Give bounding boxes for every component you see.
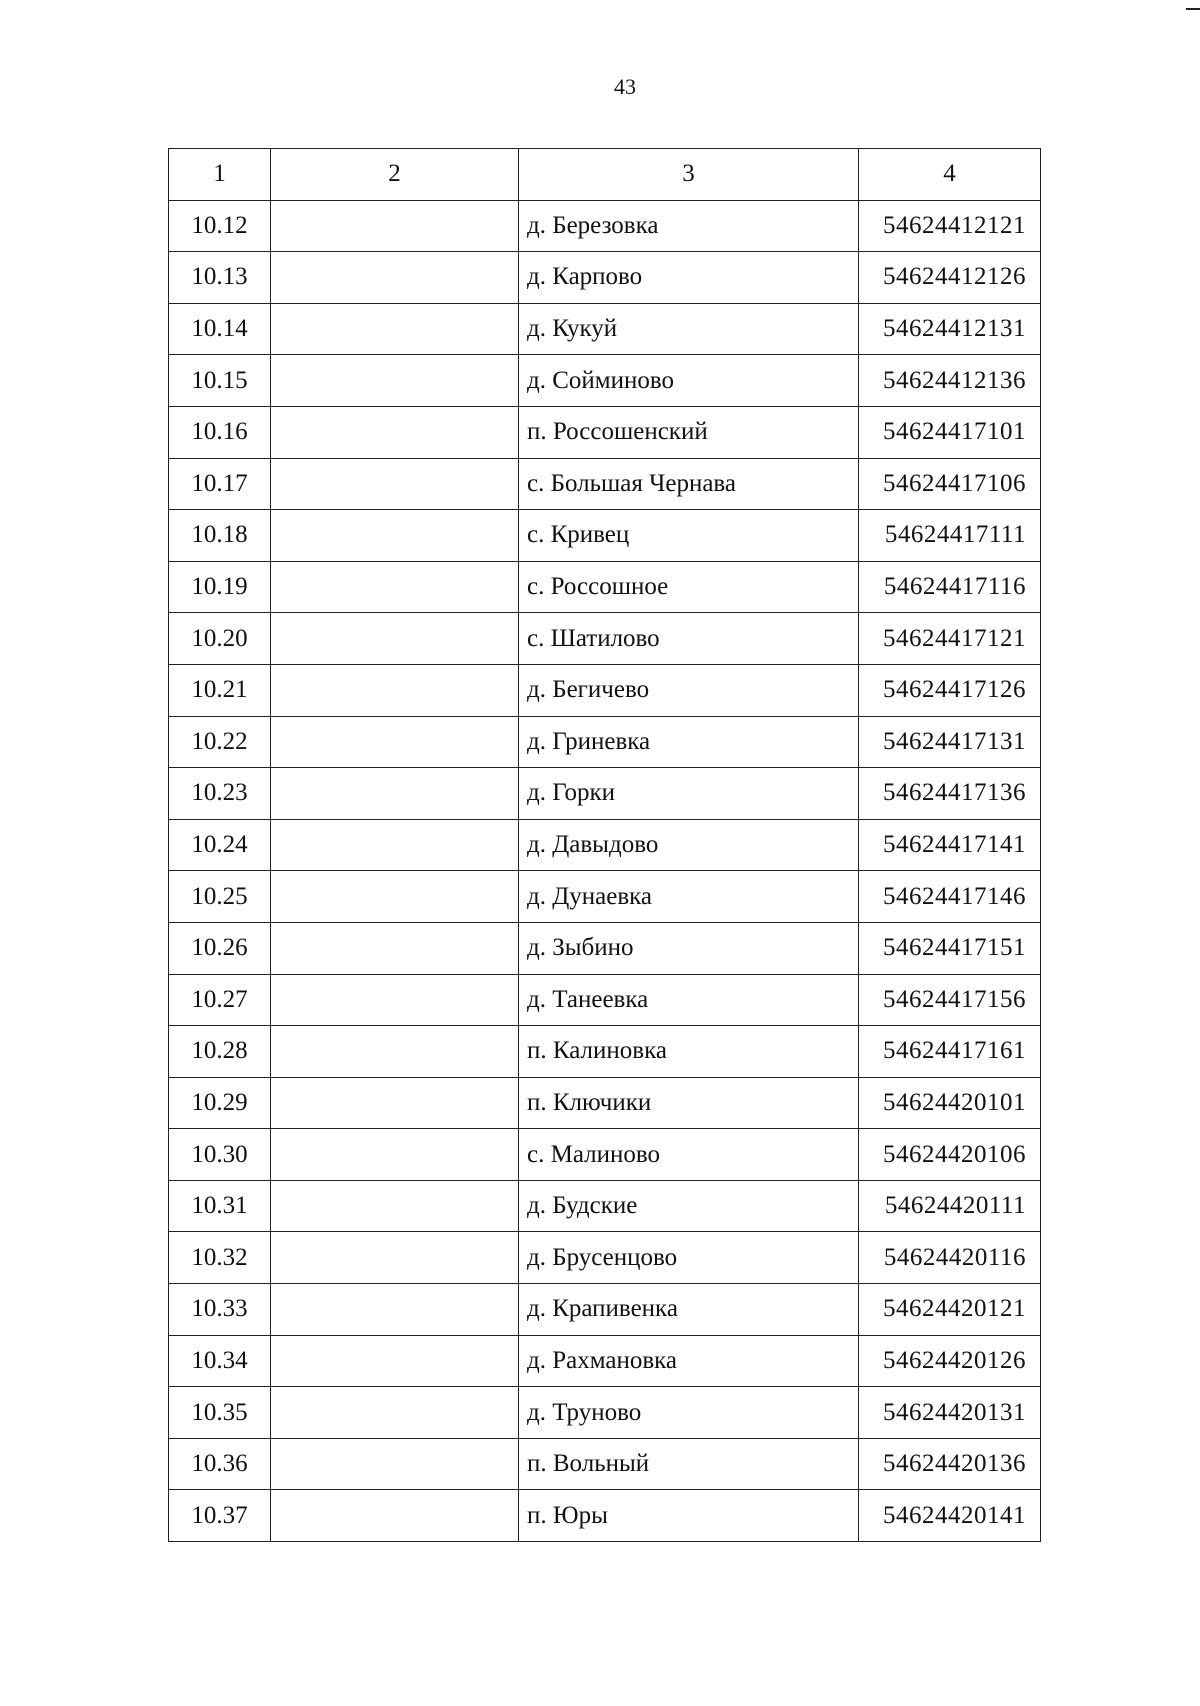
column-2-cell xyxy=(271,1180,519,1232)
settlement-name-cell: д. Карпово xyxy=(519,252,859,304)
column-2-cell xyxy=(271,871,519,923)
settlement-name-cell: д. Давыдово xyxy=(519,819,859,871)
row-number-cell: 10.16 xyxy=(169,406,271,458)
row-number-cell: 10.13 xyxy=(169,252,271,304)
row-number-cell: 10.34 xyxy=(169,1335,271,1387)
column-2-cell xyxy=(271,561,519,613)
column-2-cell xyxy=(271,768,519,820)
settlement-name-cell: п. Россошенский xyxy=(519,406,859,458)
row-number-cell: 10.33 xyxy=(169,1284,271,1336)
row-number-cell: 10.23 xyxy=(169,768,271,820)
settlement-name-cell: д. Гриневка xyxy=(519,716,859,768)
settlement-name-cell: д. Дунаевка xyxy=(519,871,859,923)
settlement-name-cell: д. Будские xyxy=(519,1180,859,1232)
column-2-cell xyxy=(271,510,519,562)
table-row xyxy=(169,303,1041,355)
table-row xyxy=(169,458,1041,510)
table-row xyxy=(169,1438,1041,1490)
column-2-cell xyxy=(271,406,519,458)
header-col-4: 4 xyxy=(859,149,1041,201)
table-row xyxy=(169,1387,1041,1439)
oktmo-code-cell: 54624417136 xyxy=(859,768,1041,820)
table-row xyxy=(169,561,1041,613)
table-row xyxy=(169,1077,1041,1129)
settlement-name-cell: д. Брусенцово xyxy=(519,1232,859,1284)
column-2-cell xyxy=(271,974,519,1026)
column-2-cell xyxy=(271,1129,519,1181)
oktmo-code-cell: 54624412131 xyxy=(859,303,1041,355)
table-row xyxy=(169,664,1041,716)
oktmo-code-cell: 54624417151 xyxy=(859,922,1041,974)
row-number-cell: 10.21 xyxy=(169,664,271,716)
column-2-cell xyxy=(271,1490,519,1542)
oktmo-code-cell: 54624420136 xyxy=(859,1438,1041,1490)
oktmo-code-cell: 54624420106 xyxy=(859,1129,1041,1181)
table-row xyxy=(169,768,1041,820)
table-row xyxy=(169,406,1041,458)
oktmo-code-cell: 54624412126 xyxy=(859,252,1041,304)
column-2-cell xyxy=(271,1026,519,1078)
column-2-cell xyxy=(271,1387,519,1439)
oktmo-code-cell: 54624417101 xyxy=(859,406,1041,458)
row-number-cell: 10.30 xyxy=(169,1129,271,1181)
column-2-cell xyxy=(271,1077,519,1129)
oktmo-code-cell: 54624417156 xyxy=(859,974,1041,1026)
column-2-cell xyxy=(271,200,519,252)
row-number-cell: 10.32 xyxy=(169,1232,271,1284)
header-col-1: 1 xyxy=(169,149,271,201)
row-number-cell: 10.31 xyxy=(169,1180,271,1232)
oktmo-code-cell: 54624420126 xyxy=(859,1335,1041,1387)
settlement-name-cell: д. Рахмановка xyxy=(519,1335,859,1387)
header-col-3: 3 xyxy=(519,149,859,201)
table-row xyxy=(169,252,1041,304)
row-number-cell: 10.29 xyxy=(169,1077,271,1129)
table-row xyxy=(169,1490,1041,1542)
table-row xyxy=(169,200,1041,252)
table-header-row xyxy=(169,149,1041,201)
table-row xyxy=(169,613,1041,665)
table-row xyxy=(169,1026,1041,1078)
column-2-cell xyxy=(271,819,519,871)
column-2-cell xyxy=(271,1335,519,1387)
table-row xyxy=(169,1129,1041,1181)
oktmo-code-cell: 54624417116 xyxy=(859,561,1041,613)
oktmo-code-cell: 54624412121 xyxy=(859,200,1041,252)
oktmo-code-cell: 54624412136 xyxy=(859,355,1041,407)
table-row xyxy=(169,1232,1041,1284)
settlement-name-cell: д. Сойминово xyxy=(519,355,859,407)
oktmo-code-cell: 54624420111 xyxy=(859,1180,1041,1232)
oktmo-code-cell: 54624420121 xyxy=(859,1284,1041,1336)
settlement-name-cell: с. Россошное xyxy=(519,561,859,613)
settlement-name-cell: д. Танеевка xyxy=(519,974,859,1026)
column-2-cell xyxy=(271,716,519,768)
settlement-name-cell: п. Юры xyxy=(519,1490,859,1542)
table-body xyxy=(169,200,1041,1541)
oktmo-code-cell: 54624420131 xyxy=(859,1387,1041,1439)
row-number-cell: 10.36 xyxy=(169,1438,271,1490)
row-number-cell: 10.14 xyxy=(169,303,271,355)
oktmo-code-cell: 54624420116 xyxy=(859,1232,1041,1284)
settlement-name-cell: с. Шатилово xyxy=(519,613,859,665)
table-row xyxy=(169,922,1041,974)
settlement-name-cell: с. Кривец xyxy=(519,510,859,562)
table-row xyxy=(169,716,1041,768)
row-number-cell: 10.27 xyxy=(169,974,271,1026)
row-number-cell: 10.17 xyxy=(169,458,271,510)
table-row xyxy=(169,1335,1041,1387)
table-row xyxy=(169,510,1041,562)
row-number-cell: 10.18 xyxy=(169,510,271,562)
oktmo-code-cell: 54624420141 xyxy=(859,1490,1041,1542)
column-2-cell xyxy=(271,252,519,304)
oktmo-code-cell: 54624417131 xyxy=(859,716,1041,768)
table-row xyxy=(169,871,1041,923)
row-number-cell: 10.26 xyxy=(169,922,271,974)
row-number-cell: 10.28 xyxy=(169,1026,271,1078)
column-2-cell xyxy=(271,355,519,407)
settlement-name-cell: с. Малиново xyxy=(519,1129,859,1181)
edge-scan-mark xyxy=(1186,8,1200,10)
row-number-cell: 10.20 xyxy=(169,613,271,665)
row-number-cell: 10.24 xyxy=(169,819,271,871)
oktmo-code-cell: 54624417161 xyxy=(859,1026,1041,1078)
row-number-cell: 10.15 xyxy=(169,355,271,407)
row-number-cell: 10.19 xyxy=(169,561,271,613)
settlement-name-cell: с. Большая Чернава xyxy=(519,458,859,510)
header-col-2: 2 xyxy=(271,149,519,201)
row-number-cell: 10.22 xyxy=(169,716,271,768)
oktmo-code-cell: 54624417146 xyxy=(859,871,1041,923)
row-number-cell: 10.37 xyxy=(169,1490,271,1542)
settlement-name-cell: д. Бегичево xyxy=(519,664,859,716)
column-2-cell xyxy=(271,1232,519,1284)
row-number-cell: 10.12 xyxy=(169,200,271,252)
settlement-name-cell: д. Труново xyxy=(519,1387,859,1439)
table-row xyxy=(169,1180,1041,1232)
table-row xyxy=(169,355,1041,407)
settlement-name-cell: п. Ключики xyxy=(519,1077,859,1129)
settlements-table xyxy=(168,148,1041,1542)
oktmo-code-cell: 54624417111 xyxy=(859,510,1041,562)
table-row xyxy=(169,1284,1041,1336)
settlement-name-cell: д. Березовка xyxy=(519,200,859,252)
settlement-name-cell: д. Кукуй xyxy=(519,303,859,355)
column-2-cell xyxy=(271,458,519,510)
row-number-cell: 10.25 xyxy=(169,871,271,923)
settlement-name-cell: д. Крапивенка xyxy=(519,1284,859,1336)
column-2-cell xyxy=(271,613,519,665)
column-2-cell xyxy=(271,1438,519,1490)
table-row xyxy=(169,974,1041,1026)
oktmo-code-cell: 54624420101 xyxy=(859,1077,1041,1129)
settlement-name-cell: д. Горки xyxy=(519,768,859,820)
settlement-name-cell: д. Зыбино xyxy=(519,922,859,974)
oktmo-code-cell: 54624417126 xyxy=(859,664,1041,716)
column-2-cell xyxy=(271,303,519,355)
row-number-cell: 10.35 xyxy=(169,1387,271,1439)
oktmo-code-cell: 54624417141 xyxy=(859,819,1041,871)
column-2-cell xyxy=(271,922,519,974)
column-2-cell xyxy=(271,1284,519,1336)
oktmo-code-cell: 54624417106 xyxy=(859,458,1041,510)
settlement-name-cell: п. Вольный xyxy=(519,1438,859,1490)
column-2-cell xyxy=(271,664,519,716)
table-row xyxy=(169,819,1041,871)
oktmo-code-cell: 54624417121 xyxy=(859,613,1041,665)
page-number: 43 xyxy=(614,74,636,99)
settlement-name-cell: п. Калиновка xyxy=(519,1026,859,1078)
